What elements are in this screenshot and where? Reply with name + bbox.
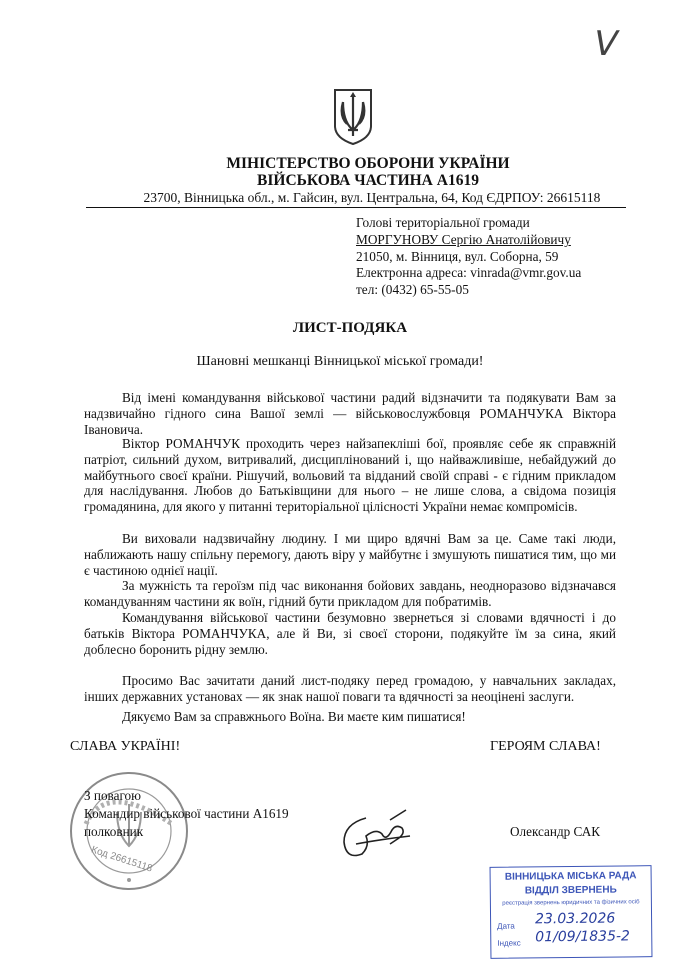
paragraph-5: Командування військової частини безумовно звернеться зі словами вдячності і до батьків Віктора РОМАНЧУКА, але й Ви, зі своєї сторони, подякуйте їм за сина, який доблесно боронить рідну землю. bbox=[84, 610, 616, 657]
unit-address: 23700, Вінницька обл., м. Гайсин, вул. Центральна, 64, Код ЄДРПОУ: 26615118 bbox=[143, 190, 601, 205]
signature-rank: полковник bbox=[84, 824, 144, 839]
stamp-council: ВІННИЦЬКА МІСЬКА РАДА bbox=[504, 870, 637, 883]
stamp-department: ВІДДІЛ ЗВЕРНЕНЬ bbox=[524, 884, 617, 897]
letter-title: ЛИСТ-ПОДЯКА bbox=[292, 320, 408, 336]
check-mark: V bbox=[589, 24, 622, 64]
seal-code: Код 26615118 bbox=[89, 844, 154, 875]
header-rule bbox=[86, 207, 626, 208]
recipient-address: 21050, м. Вінниця, вул. Соборна, 59 bbox=[356, 249, 559, 264]
stamp-index-value: 01/09/1835-2 bbox=[535, 928, 630, 946]
slogan-left: СЛАВА УКРАЇНІ! bbox=[70, 739, 181, 754]
paragraph-3: Ви виховали надзвичайну людину. І ми щиро вдячні Вам за це. Саме такі люди, наближають нашу спільну перемогу, дають віру у майбутнє і змушують пишатися тим, що ми є частиною однієї нації. bbox=[84, 531, 616, 578]
stamp-note: реєстрація звернень юридичних та фізичних осіб bbox=[502, 899, 640, 907]
slogan-right: ГЕРОЯМ СЛАВА! bbox=[490, 739, 601, 754]
registration-stamp bbox=[490, 865, 653, 959]
paragraph-6: Просимо Вас зачитати даний лист-подяку перед громадою, у навчальних закладах, інших державних установах — як знак нашої поваги та вдячності за неоцінені заслуги. bbox=[84, 673, 616, 704]
handwritten-signature-icon bbox=[336, 806, 416, 866]
paragraph-2: Віктор РОМАНЧУК проходить через найзапекліші бої, проявляє себе як справжній патріот, сильний духом, витривалий, дисциплінований і, що найважливіше, небайдужий до майбутнього своєї країни. Рішучий, вольовий та відданий своїй справі - є гідним прикладом для наслідування. Любов до Батьківщини для нього – не лише слова, а свідома позиція громадянина, для якого у питанні територіальної цілісності України немає компромісів. bbox=[84, 436, 616, 515]
ministry-title: МІНІСТЕРСТВО ОБОРОНИ УКРАЇНИ bbox=[226, 155, 510, 172]
paragraph-4: За мужність та героїзм під час виконання бойових завдань, неодноразово відзначався командуванням частини як воїн, гідний бути прикладом для побратимів. bbox=[84, 578, 616, 609]
recipient-email: Електронна адреса: vinrada@vmr.gov.ua bbox=[356, 265, 582, 280]
recipient-line1: Голові територіальної громади bbox=[356, 215, 530, 230]
recipient-phone: тел: (0432) 65-55-05 bbox=[356, 282, 469, 297]
unit-title: ВІЙСЬКОВА ЧАСТИНА А1619 bbox=[257, 172, 479, 189]
stamp-date-value: 23.03.2026 bbox=[534, 910, 616, 928]
signature-position: Командир військової частини А1619 bbox=[84, 806, 289, 821]
signature-respect: З повагою bbox=[84, 788, 141, 803]
paragraph-7: Дякуємо Вам за справжнього Воїна. Ви маєте ким пишатися! bbox=[122, 709, 466, 724]
stamp-index-label: Індекс bbox=[497, 938, 521, 948]
stamp-date-label: Дата bbox=[497, 921, 515, 931]
trident-emblem-icon bbox=[331, 86, 375, 146]
signer-name: Олександр САК bbox=[510, 824, 601, 839]
recipient-name: МОРГУНОВУ Сергію Анатолійовичу bbox=[356, 232, 571, 247]
paragraph-1: Від імені командування військової частини радий відзначити та подякувати Вам за надзвичайно гідного сина Вашої землі — військовослужбовця РОМАНЧУКА Віктора Івановича. bbox=[84, 390, 616, 437]
greeting: Шановні мешканці Вінницької міської громади! bbox=[196, 354, 484, 369]
